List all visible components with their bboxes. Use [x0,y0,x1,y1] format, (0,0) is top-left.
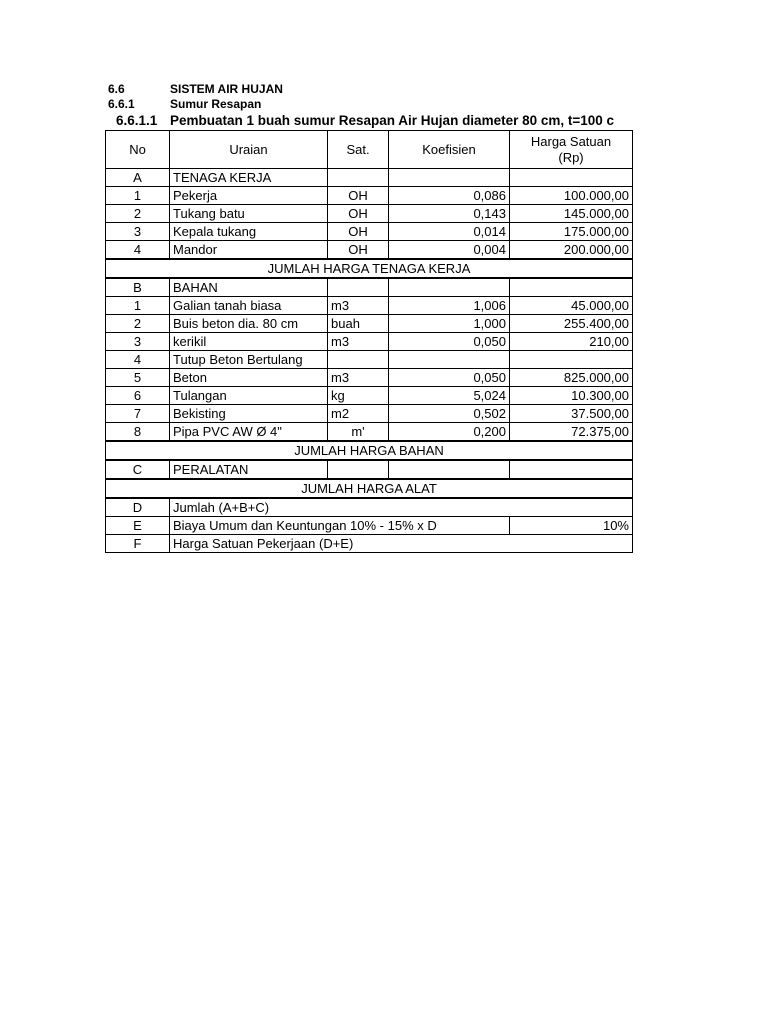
row-koef: 0,200 [389,423,510,442]
row-sat: buah [328,315,389,333]
section-row-b [106,278,633,297]
row-sat: m' [328,423,389,442]
section-title: TENAGA KERJA [170,169,328,187]
row-koef: 5,024 [389,387,510,405]
table-row [106,315,633,333]
table-row [106,369,633,387]
row-sat: m2 [328,405,389,423]
row-sat: kg [328,387,389,405]
row-sat: m3 [328,333,389,351]
row-uraian: Tutup Beton Bertulang [170,351,328,369]
row-koef: 0,086 [389,187,510,205]
table-row [106,333,633,351]
col-header-koefisien: Koefisien [389,131,510,169]
summary-text: Harga Satuan Pekerjaan (D+E) [170,535,633,553]
row-harga: 37.500,00 [510,405,633,423]
row-sat: OH [328,223,389,241]
summary-row-d [106,498,633,517]
section-title: SISTEM AIR HUJAN [170,82,283,96]
col-header-no: No [106,131,170,169]
row-sat: OH [328,187,389,205]
empty-cell [328,169,389,187]
total-label: JUMLAH HARGA TENAGA KERJA [106,259,633,278]
empty-cell [389,460,510,479]
row-uraian: Buis beton dia. 80 cm [170,315,328,333]
empty-cell [510,460,633,479]
harga-header-line1: Harga Satuan [530,133,612,149]
empty-cell [510,169,633,187]
table-row [106,351,633,369]
section-title: BAHAN [170,278,328,297]
row-harga: 825.000,00 [510,369,633,387]
total-row-tenaga-kerja [106,259,633,278]
row-koef: 1,000 [389,315,510,333]
row-uraian: Mandor [170,241,328,260]
table-header-row [106,131,633,169]
row-harga: 175.000,00 [510,223,633,241]
row-no: 7 [106,405,170,423]
empty-cell [510,278,633,297]
price-analysis-table [105,130,633,553]
row-uraian: kerikil [170,333,328,351]
table-row [106,205,633,223]
section-code: A [106,169,170,187]
row-no: 3 [106,223,170,241]
empty-cell [389,278,510,297]
summary-row-f [106,535,633,553]
row-harga: 10.300,00 [510,387,633,405]
row-harga: 210,00 [510,333,633,351]
total-row-bahan [106,441,633,460]
table-row [106,423,633,442]
section-code: C [106,460,170,479]
row-sat: m3 [328,369,389,387]
row-koef [389,351,510,369]
section-title: Pembuatan 1 buah sumur Resapan Air Hujan diameter 80 cm, t=100 c [170,113,615,128]
empty-cell [328,460,389,479]
table-row [106,223,633,241]
row-sat: OH [328,241,389,260]
row-uraian: Tukang batu [170,205,328,223]
table-row [106,241,633,260]
section-heading-6-6-1-1 [116,113,633,129]
row-no: 3 [106,333,170,351]
row-uraian: Kepala tukang [170,223,328,241]
summary-code: E [106,517,170,535]
section-row-c [106,460,633,479]
empty-cell [389,169,510,187]
row-no: 4 [106,351,170,369]
section-title: Sumur Resapan [170,97,262,111]
total-label: JUMLAH HARGA BAHAN [106,441,633,460]
col-header-harga [510,131,633,169]
col-header-sat: Sat. [328,131,389,169]
row-no: 6 [106,387,170,405]
summary-code: F [106,535,170,553]
summary-value: 10% [510,517,633,535]
table-row [106,297,633,315]
section-number: 6.6.1.1 [116,113,158,128]
section-number: 6.6 [108,82,125,96]
row-no: 2 [106,315,170,333]
row-koef: 0,014 [389,223,510,241]
row-no: 1 [106,297,170,315]
col-header-uraian: Uraian [170,131,328,169]
row-no: 2 [106,205,170,223]
row-koef: 0,050 [389,369,510,387]
total-label: JUMLAH HARGA ALAT [106,479,633,498]
row-uraian: Beton [170,369,328,387]
summary-row-e [106,517,633,535]
row-harga [510,351,633,369]
row-harga: 145.000,00 [510,205,633,223]
row-koef: 0,502 [389,405,510,423]
section-number: 6.6.1 [108,97,135,111]
summary-code: D [106,498,170,517]
row-no: 1 [106,187,170,205]
table-row [106,387,633,405]
row-harga: 45.000,00 [510,297,633,315]
row-no: 8 [106,423,170,442]
row-koef: 0,004 [389,241,510,260]
row-koef: 1,006 [389,297,510,315]
section-code: B [106,278,170,297]
row-uraian: Galian tanah biasa [170,297,328,315]
summary-text: Biaya Umum dan Keuntungan 10% - 15% x D [170,517,510,535]
row-uraian: Tulangan [170,387,328,405]
row-sat [328,351,389,369]
harga-header-line2: (Rp) [558,149,584,165]
row-harga: 100.000,00 [510,187,633,205]
row-uraian: Pipa PVC AW Ø 4" [170,423,328,442]
empty-cell [328,278,389,297]
row-koef: 0,143 [389,205,510,223]
row-sat: OH [328,205,389,223]
row-uraian: Bekisting [170,405,328,423]
row-harga: 72.375,00 [510,423,633,442]
row-koef: 0,050 [389,333,510,351]
row-harga: 255.400,00 [510,315,633,333]
table-row [106,187,633,205]
row-harga: 200.000,00 [510,241,633,260]
total-row-alat [106,479,633,498]
row-sat: m3 [328,297,389,315]
section-row-a [106,169,633,187]
row-uraian: Pekerja [170,187,328,205]
row-no: 4 [106,241,170,260]
summary-text: Jumlah (A+B+C) [170,498,633,517]
row-no: 5 [106,369,170,387]
table-row [106,405,633,423]
section-title: PERALATAN [170,460,328,479]
